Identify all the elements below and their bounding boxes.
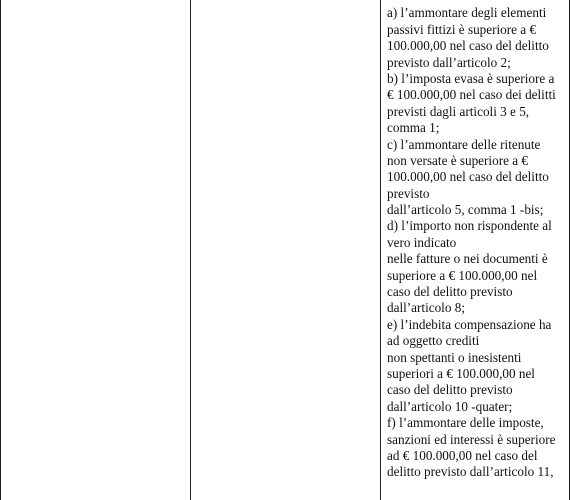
text-line: nelle fatture o nei documenti è [387,251,548,267]
text-line: c) l’ammontare delle ritenute [387,136,541,152]
text-line: ad oggetto crediti [387,333,480,349]
text-line: caso del delitto previsto [387,382,513,398]
text-line: non spettanti o inesistenti [387,349,522,365]
text-line: previsto dall’articolo 2; [387,54,511,70]
text-line: € 100.000,00 nel caso dei delitti [387,87,556,103]
text-line: superiore a € 100.000,00 nel [387,267,538,283]
text-line: a) l’ammontare degli elementi [387,5,547,21]
text-line: caso del delitto previsto [387,284,513,300]
text-line: previsti dagli articoli 3 e 5, [387,103,530,119]
text-line: non versate è superiore a € [387,152,528,168]
text-line: passivi fittizi è superiore a € [387,21,537,37]
text-line: previsto [387,185,430,201]
text-line: dall’articolo 5, comma 1 -bis; [387,202,544,218]
text-line: d) l’importo non rispondente al [387,218,552,234]
text-line: e) l’indebita compensazione ha [387,316,552,332]
table-cell-conditions [387,0,563,481]
text-line: 100.000,00 nel caso del delitto [387,38,549,54]
table-column-divider-1 [190,0,191,500]
text-line: dall’articolo 8; [387,300,465,316]
text-line: sanzioni ed interessi è superiore [387,431,556,447]
text-line: delitto previsto dall’articolo 11, [387,464,554,480]
text-line: 100.000,00 nel caso del delitto [387,169,549,185]
text-line: b) l’imposta evasa è superiore a [387,70,555,86]
text-line: ad € 100.000,00 nel caso del [387,447,538,463]
text-line: f) l’ammontare delle imposte, [387,415,544,431]
table-column-divider-2 [380,0,381,500]
table-border-left [0,0,1,500]
text-line: superiori a € 100.000,00 nel [387,365,535,381]
text-line: dall’articolo 10 -quater; [387,398,513,414]
text-line: comma 1; [387,120,440,136]
text-line: vero indicato [387,234,457,250]
